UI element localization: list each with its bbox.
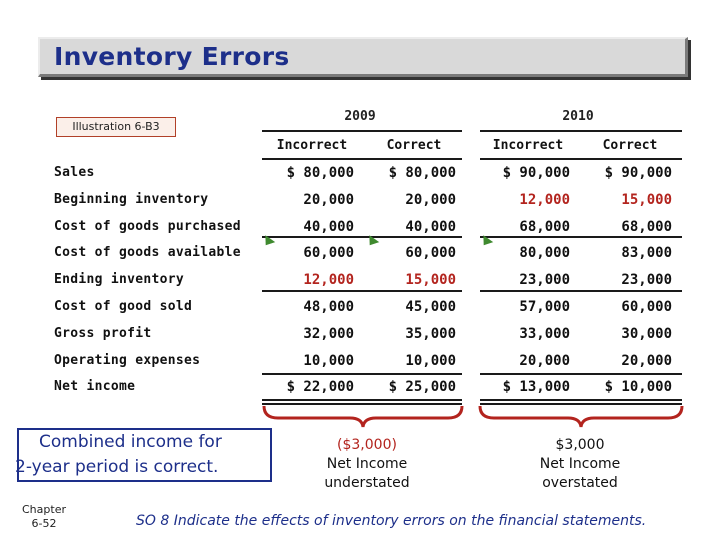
row-label: Ending inventory — [54, 272, 185, 288]
row-value: 30,000 — [621, 325, 672, 342]
table-row — [0, 272, 728, 298]
row-value: 20,000 — [303, 191, 354, 208]
table-row — [0, 299, 728, 325]
row-label: Cost of good sold — [54, 299, 193, 314]
row-value: 20,000 — [621, 352, 672, 369]
note-2010-line2: Net Income — [539, 456, 621, 472]
study-objective: SO 8 Indicate the effects of inventory errors on the financial statements. — [136, 513, 647, 529]
row-value: 60,000 — [621, 299, 672, 315]
row-value: 40,000 — [405, 218, 456, 235]
col-2009-incorrect: Incorrect — [276, 138, 348, 153]
combined-line-2: 2-year period is correct. — [15, 457, 219, 477]
col-2010-correct: Correct — [602, 138, 658, 153]
row-value: 15,000 — [405, 272, 456, 289]
note-2010-amount: $3,000 — [555, 437, 605, 453]
combined-income-callout — [17, 428, 272, 482]
note-2009-line2: Net Income — [326, 456, 408, 472]
netincome-line-2010 — [480, 373, 682, 375]
row-value: 80,000 — [519, 245, 570, 262]
year-2010: 2010 — [562, 109, 594, 124]
row-value: $ 13,000 — [502, 379, 570, 396]
row-label: Cost of goods purchased — [54, 218, 241, 234]
row-label: Beginning inventory — [54, 191, 209, 207]
netincome-line-2009 — [262, 373, 462, 375]
year-2009-underline — [262, 130, 462, 132]
header-underline-2009 — [262, 158, 462, 160]
page-title: Inventory Errors — [54, 42, 290, 71]
row-label: Sales — [54, 165, 95, 180]
chapter-label — [22, 503, 66, 531]
row-value: 32,000 — [303, 325, 354, 342]
row-value: $ 80,000 — [388, 165, 456, 181]
row-value: 83,000 — [621, 245, 672, 262]
note-2010 — [510, 436, 650, 493]
row-value: 33,000 — [519, 325, 570, 342]
double-underline-2010-a — [480, 399, 682, 401]
brace-2010 — [478, 404, 684, 428]
row-value: $ 90,000 — [502, 165, 570, 181]
table-row — [0, 192, 728, 218]
row-value: 12,000 — [303, 272, 354, 289]
table-row — [0, 326, 728, 352]
note-2009-amount: ($3,000) — [337, 437, 397, 453]
note-2010-line3: overstated — [542, 475, 618, 491]
row-value: $ 90,000 — [604, 165, 672, 181]
year-2009: 2009 — [344, 109, 376, 124]
row-label: Cost of goods available — [54, 245, 241, 261]
title-banner — [38, 37, 688, 77]
row-value: 45,000 — [405, 299, 456, 315]
row-value: 60,000 — [303, 245, 354, 262]
cogs-line-2009 — [262, 290, 462, 292]
subtotal-line-2009 — [262, 236, 462, 238]
brace-2009 — [262, 404, 464, 428]
row-value: 23,000 — [519, 272, 570, 289]
row-value: $ 22,000 — [286, 379, 354, 396]
row-label: Operating expenses — [54, 352, 201, 368]
row-value: 15,000 — [621, 191, 672, 208]
row-value: $ 25,000 — [388, 379, 456, 396]
row-value: $ 10,000 — [604, 379, 672, 396]
chapter-line-2: 6-52 — [31, 517, 57, 530]
double-underline-2009-a — [262, 399, 462, 401]
note-2009 — [297, 436, 437, 493]
row-value: $ 80,000 — [286, 165, 354, 181]
row-value: 12,000 — [519, 191, 570, 208]
table-row — [0, 379, 728, 405]
header-underline-2010 — [480, 158, 682, 160]
chapter-line-1: Chapter — [22, 503, 66, 516]
table-row — [0, 245, 728, 271]
row-value: 60,000 — [405, 245, 456, 262]
row-value: 20,000 — [519, 352, 570, 369]
row-label: Gross profit — [54, 325, 152, 341]
row-value: 10,000 — [405, 352, 456, 369]
row-value: 10,000 — [303, 352, 354, 369]
note-2009-line3: understated — [324, 475, 410, 491]
col-2010-incorrect: Incorrect — [492, 138, 564, 153]
row-label: Net income — [54, 379, 136, 395]
table-row — [0, 165, 728, 191]
cogs-line-2010 — [480, 290, 682, 292]
subtotal-line-2010 — [480, 236, 682, 238]
row-value: 40,000 — [303, 218, 354, 235]
row-value: 35,000 — [405, 325, 456, 342]
row-value: 20,000 — [405, 191, 456, 208]
row-value: 48,000 — [303, 299, 354, 315]
row-value: 68,000 — [621, 218, 672, 235]
row-value: 68,000 — [519, 218, 570, 235]
row-value: 23,000 — [621, 272, 672, 289]
illustration-label: Illustration 6-B3 — [56, 117, 176, 137]
row-value: 57,000 — [519, 299, 570, 315]
col-2009-correct: Correct — [386, 138, 442, 153]
year-2010-underline — [480, 130, 682, 132]
combined-line-1: Combined income for — [39, 432, 222, 452]
